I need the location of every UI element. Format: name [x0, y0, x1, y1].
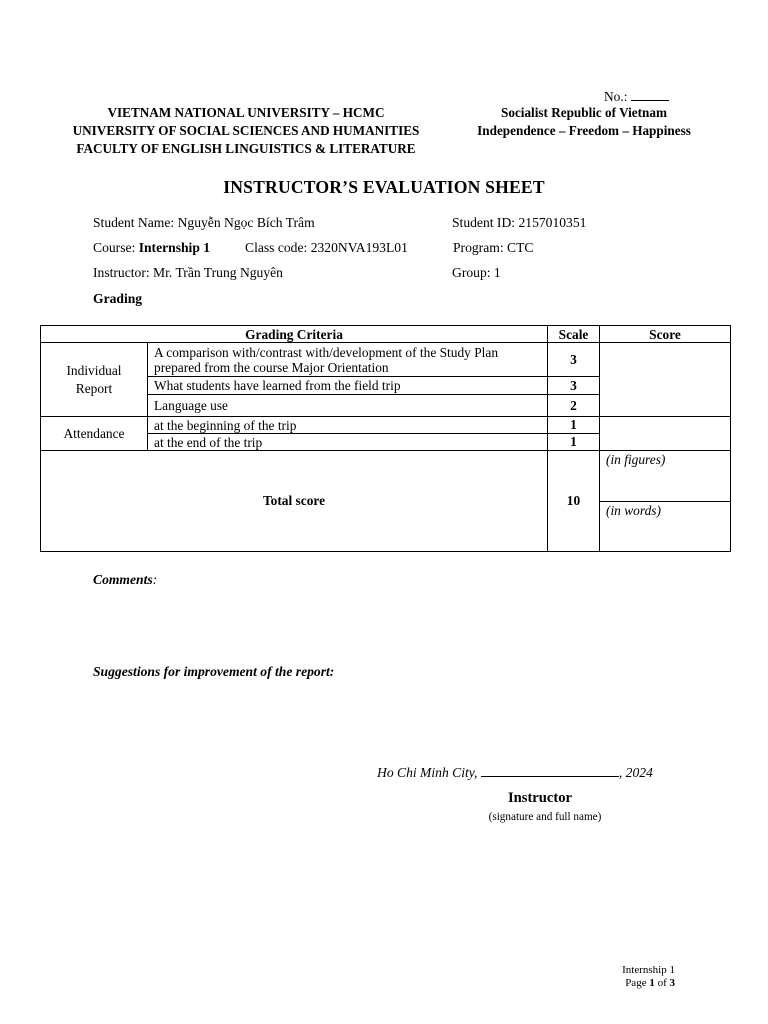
program: CTC [507, 240, 534, 255]
motto: Independence – Freedom – Happiness [477, 123, 691, 138]
table-header-row [41, 326, 731, 343]
scale-cell: 3 [548, 377, 600, 395]
footer-page-indicator [560, 977, 675, 990]
faculty-name: FACULTY OF ENGLISH LINGUISTICS & LITERATURE [76, 141, 416, 156]
total-row [41, 451, 731, 502]
class-code-line [245, 240, 408, 256]
date-blank [481, 765, 619, 777]
program-label: Program: [453, 240, 504, 255]
signature-role: Instructor [507, 790, 573, 806]
criterion-cell: A comparison with/contrast with/development of the Study Plan prepared from the course Major Orientation [148, 343, 548, 377]
footer-total-pages: 3 [669, 977, 675, 989]
group-label-line1: Individual [66, 362, 122, 378]
footer-page-number: 1 [649, 977, 655, 989]
comments-section [93, 572, 157, 588]
student-name: Nguyễn Ngọc Bích Trâm [177, 215, 315, 230]
place-date-line [377, 765, 653, 781]
table-row [41, 343, 731, 377]
instructor-label: Instructor: [93, 265, 150, 280]
criterion-cell: What students have learned from the field trip [148, 377, 548, 395]
instructor-line [93, 265, 283, 281]
group-attendance [41, 417, 148, 451]
suggestions-label: Suggestions for improvement of the report: [93, 664, 335, 679]
place-label: Ho Chi Minh City, [377, 765, 478, 780]
student-name-line [93, 215, 315, 231]
class-code: 2320NVA193L01 [310, 240, 408, 255]
group-label-line2: Report [75, 380, 113, 396]
institution-header [40, 104, 452, 158]
student-name-label: Student Name: [93, 215, 175, 230]
university-name: VIETNAM NATIONAL UNIVERSITY – HCMC [107, 105, 385, 120]
criteria-header: Grading Criteria [41, 326, 548, 343]
scale-cell: 1 [548, 434, 600, 451]
comments-colon: : [152, 572, 158, 587]
course-line [93, 240, 210, 256]
document-number-blank [631, 89, 669, 101]
footer-course: Internship 1 [622, 964, 675, 976]
footer-page-word: Page [625, 977, 647, 989]
total-in-figures-cell[interactable] [600, 451, 731, 502]
comments-label: Comments [93, 572, 153, 587]
course-label: Course: [93, 240, 136, 255]
in-words-note: (in words) [606, 503, 661, 518]
table-row [41, 417, 731, 434]
document-number [604, 89, 669, 105]
year-label: , 2024 [618, 765, 653, 780]
country-name: Socialist Republic of Vietnam [501, 105, 667, 120]
scale-cell: 1 [548, 417, 600, 434]
course-name: Internship 1 [138, 240, 211, 255]
group-label: Group: [452, 265, 491, 280]
total-score-label: Total score [41, 451, 548, 552]
score-header: Score [600, 326, 731, 343]
scale-cell: 2 [548, 395, 600, 417]
criterion-cell: at the beginning of the trip [148, 417, 548, 434]
criterion-cell: Language use [148, 395, 548, 417]
page-footer [560, 964, 675, 990]
signature-note: (signature and full name) [488, 811, 602, 823]
group-line [452, 265, 501, 281]
score-cell-individual-report[interactable] [600, 343, 731, 417]
group-number: 1 [493, 265, 501, 280]
scale-cell: 3 [548, 343, 600, 377]
national-motto [452, 104, 716, 140]
scale-header: Scale [548, 326, 600, 343]
student-id-label: Student ID: [452, 215, 516, 230]
grading-table [40, 325, 731, 552]
document-number-label: No.: [604, 89, 628, 104]
student-id-line [452, 215, 586, 231]
instructor-name: Mr. Trần Trung Nguyên [153, 265, 283, 280]
footer-of-word: of [657, 977, 667, 989]
group-label-line1: Attendance [63, 425, 125, 441]
group-individual-report [41, 343, 148, 417]
school-name: UNIVERSITY OF SOCIAL SCIENCES AND HUMANITIES [72, 123, 420, 138]
student-id: 2157010351 [518, 215, 587, 230]
total-in-words-cell[interactable] [600, 502, 731, 552]
class-code-label: Class code: [245, 240, 308, 255]
grading-heading: Grading [93, 291, 143, 306]
program-line [453, 240, 533, 256]
score-cell-attendance[interactable] [600, 417, 731, 451]
page-title: INSTRUCTOR’S EVALUATION SHEET [223, 177, 545, 197]
total-scale: 10 [548, 451, 600, 552]
criterion-cell: at the end of the trip [148, 434, 548, 451]
in-figures-note: (in figures) [606, 452, 666, 467]
